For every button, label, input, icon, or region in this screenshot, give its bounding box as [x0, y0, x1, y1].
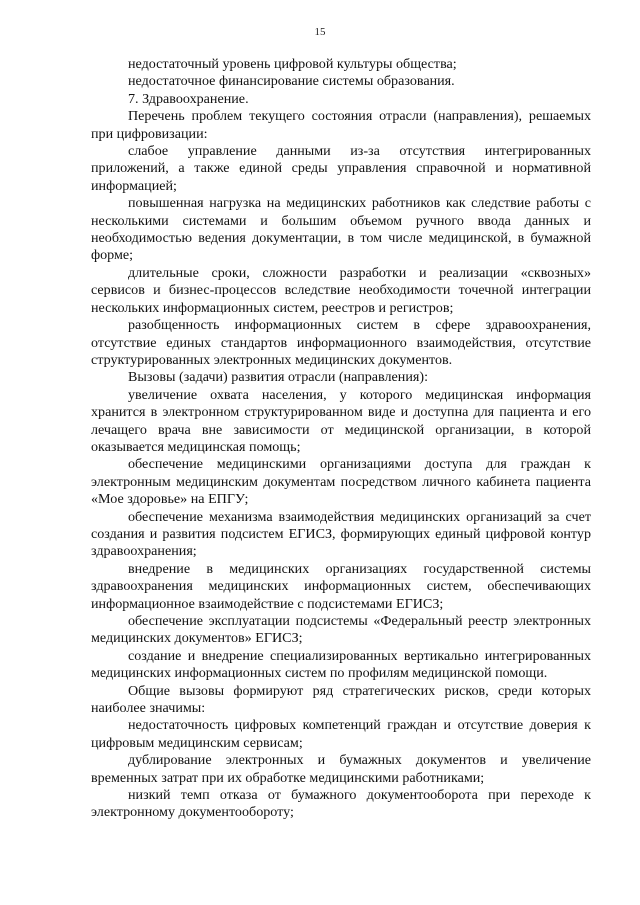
list-item: обеспечение медицинскими организациями доступа для граждан к электронным медицинским документам посредством личного кабинета пациента «Мое здоровье» на ЕПГУ;: [91, 456, 591, 508]
list-item: внедрение в медицинских организациях государственной системы здравоохранения медицинских информационных систем, обеспечивающих информационное взаимодействие с подсистемами ЕГИСЗ;: [91, 560, 591, 612]
paragraph: Перечень проблем текущего состояния отрасли (направления), решаемых при цифровизации:: [91, 108, 591, 142]
list-item: создание и внедрение специализированных вертикально интегрированных медицинских информационных систем по профилям медицинской помощи.: [91, 647, 591, 682]
paragraph: недостаточное финансирование системы образования.: [128, 73, 455, 90]
document-body: [91, 56, 591, 822]
list-item: дублирование электронных и бумажных документов и увеличение временных затрат при их обработке медицинскими работниками;: [91, 752, 591, 786]
page-number: 15: [314, 26, 326, 38]
list-item: увеличение охвата населения, у которого медицинская информация хранится в электронном структурированном виде и доступна для пациента и его лечащего врача вне зависимости от медицинской организации, в которой оказывается медицинская помощь;: [91, 386, 591, 455]
list-item: низкий темп отказа от бумажного документооборота при переходе к электронному документообороту;: [91, 787, 591, 821]
list-item: длительные сроки, сложности разработки и реализации «сквозных» сервисов и бизнес-процессов вследствие необходимости точечной интеграции нескольких информационных систем, реестров и регистров;: [91, 264, 591, 316]
list-item: обеспечение эксплуатации подсистемы «Федеральный реестр электронных медицинских документов» ЕГИСЗ;: [91, 613, 591, 647]
paragraph: недостаточный уровень цифровой культуры общества;: [128, 56, 457, 72]
section-heading: 7. Здравоохранение.: [128, 90, 249, 107]
list-item: обеспечение механизма взаимодействия медицинских организаций за счет создания и развития подсистем ЕГИСЗ, формирующих единый цифровой контур здравоохранения;: [91, 508, 591, 560]
list-item: недостаточность цифровых компетенций граждан и отсутствие доверия к цифровым медицинским сервисам;: [91, 717, 591, 751]
list-item: разобщенность информационных систем в сфере здравоохранения, отсутствие единых стандартов информационного взаимодействия, отсутствие структурированных электронных медицинских документов.: [91, 317, 591, 368]
list-item: слабое управление данными из-за отсутствия интегрированных приложений, а также единой среды управления справочной и нормативной информацией;: [91, 143, 591, 194]
paragraph: Вызовы (задачи) развития отрасли (направления):: [128, 369, 428, 386]
paragraph: Общие вызовы формируют ряд стратегических рисков, среди которых наиболее значимы:: [91, 682, 591, 717]
list-item: повышенная нагрузка на медицинских работников как следствие работы с несколькими системами и большим объемом ручного ввода данных и необходимостью ведения документации, в том числе медицинской, в бумажной форме;: [91, 195, 591, 264]
